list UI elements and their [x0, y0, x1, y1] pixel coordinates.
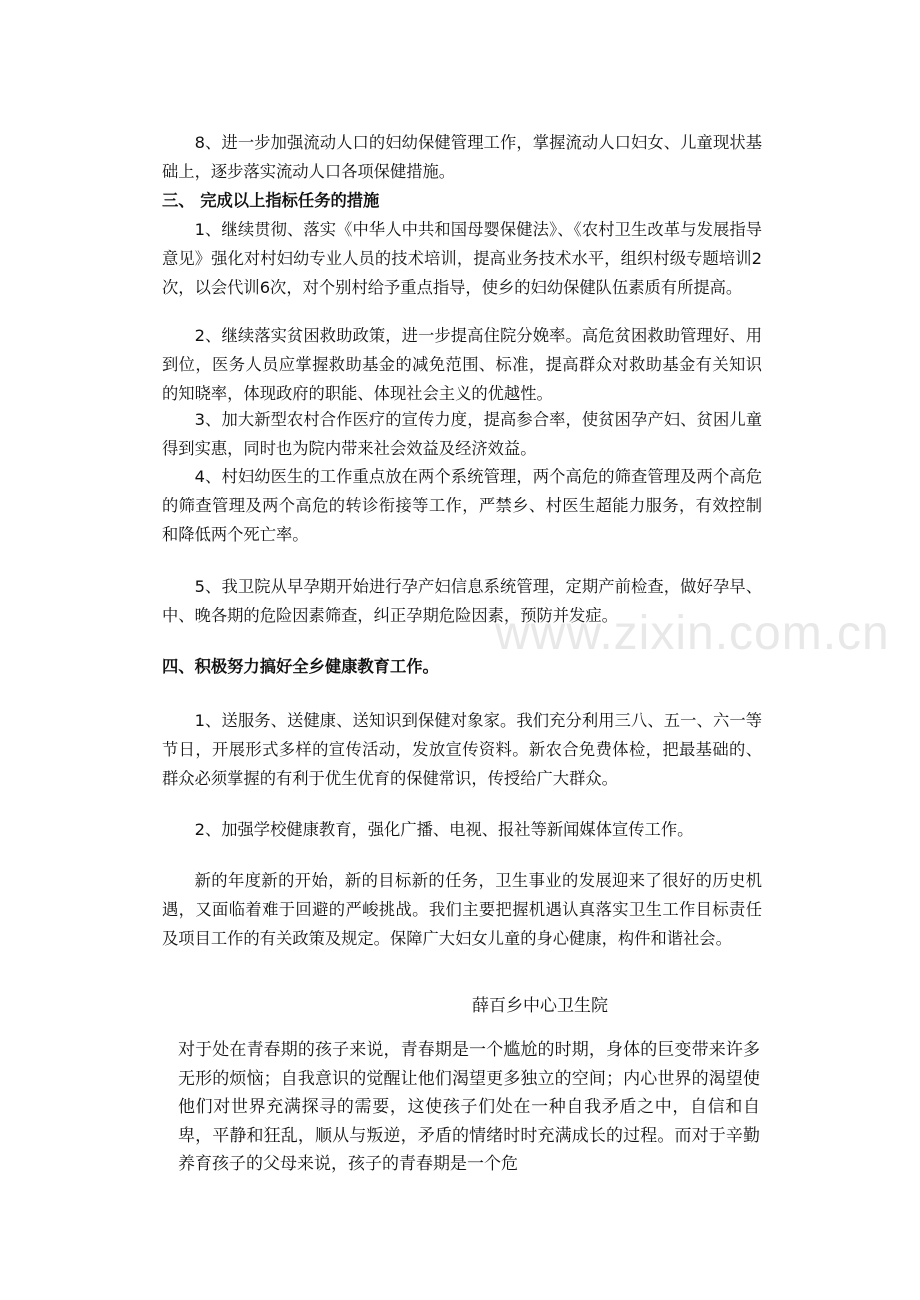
adolescence-paragraph: 对于处在青春期的孩子来说，青春期是一个尴尬的时期，身体的巨变带来许多无形的烦恼；自我意识的觉醒让他们渴望更多独立的空间；内心世界的渴望使他们对世界充满探寻的需要，这使孩子们处在一种自我矛盾之中，自信和自卑，平静和狂乱，顺从与叛逆，矛盾的情绪时时充满成长的过程。而对于辛勤养育孩子的父母来说，孩子的青春期是一个危: [178, 1040, 760, 1174]
item-8-paragraph: 8、进一步加强流动人口的妇幼保健管理工作，掌握流动人口妇女、儿童现状基础上，逐步落实流动人口各项保健措施。: [162, 133, 762, 181]
section-3-heading: 三、 完成以上指标任务的措施: [162, 191, 380, 210]
closing-paragraph: 新的年度新的开始，新的目标新的任务，卫生事业的发展迎来了很好的历史机遇，又面临着难于回避的严峻挑战。我们主要把握机遇认真落实卫生工作目标责任及项目工作的有关政策及规定。保障广大妇女儿童的身心健康，构件和谐社会。: [162, 871, 762, 948]
education-1-paragraph: 1、送服务、送健康、送知识到保健对象家。我们充分利用三八、五一、六一等节日，开展形式多样的宣传活动，发放宣传资料。新农合免费体检，把最基础的、群众必须掌握的有利于优生优育的保健常识，传授给广大群众。: [162, 711, 762, 788]
measure-1-paragraph: 1、继续贯彻、落实《中华人中共和国母婴保健法》、《农村卫生改革与发展指导意见》强化对村妇幼专业人员的技术培训，提高业务技术水平，组织村级专题培训2次，以会代训6次，对个别村给予重点指导，使乡的妇幼保健队伍素质有所提高。: [162, 220, 762, 297]
measure-2-paragraph: 2、继续落实贫困救助政策，进一步提高住院分娩率。高危贫困救助管理好、用到位，医务人员应掌握救助基金的减免范围、标准，提高群众对救助基金有关知识的知晓率，体现政府的职能、体现社会主义的优越性。: [162, 326, 762, 403]
signature-organization: 薛百乡中心卫生院: [472, 996, 608, 1016]
measure-4-paragraph: 4、村妇幼医生的工作重点放在两个系统管理，两个高危的筛查管理及两个高危的筛查管理及两个高危的转诊衔接等工作，严禁乡、村医生超能力服务，有效控制和降低两个死亡率。: [162, 467, 762, 544]
watermark: www.zixin.com.cn: [495, 607, 890, 660]
measure-3-paragraph: 3、加大新型农村合作医疗的宣传力度，提高参合率，使贫困孕产妇、贫困儿童得到实惠，同时也为院内带来社会效益及经济效益。: [162, 410, 762, 458]
education-2-paragraph: 2、加强学校健康教育，强化广播、电视、报社等新闻媒体宣传工作。: [194, 820, 694, 839]
section-4-heading: 四、积极努力搞好全乡健康教育工作。: [162, 657, 439, 676]
measure-5-paragraph: 5、我卫院从早孕期开始进行孕产妇信息系统管理，定期产前检查，做好孕早、中、晚各期的危险因素筛查，纠正孕期危险因素，预防并发症。: [162, 577, 762, 625]
